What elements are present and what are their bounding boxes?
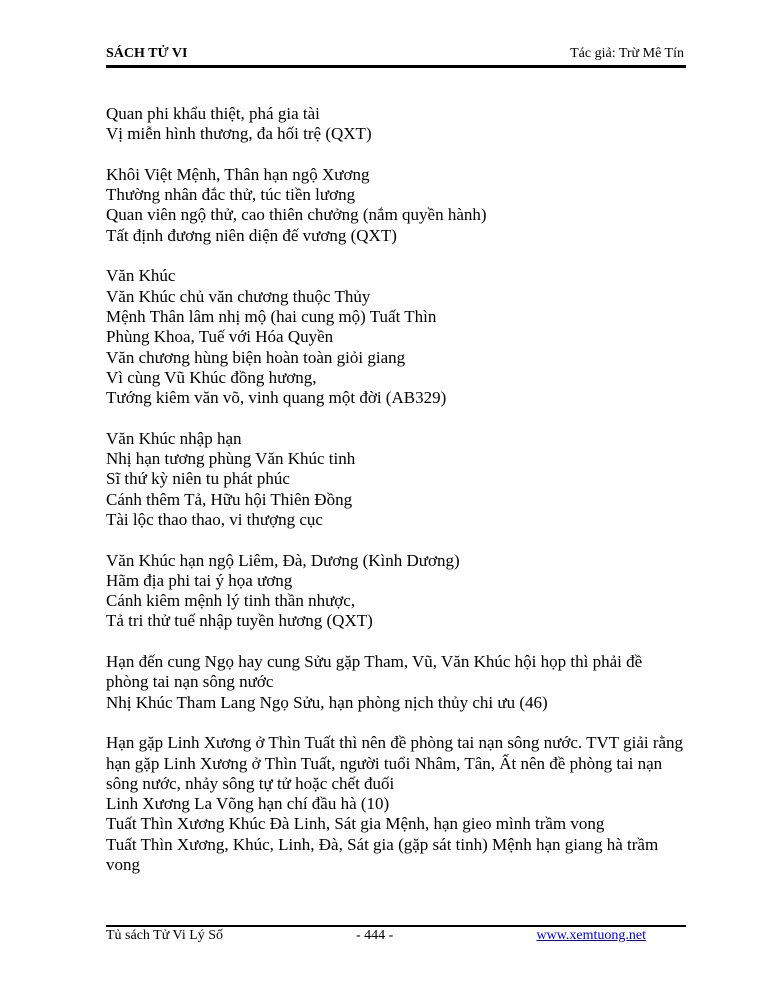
text-line: Nhị Khúc Tham Lang Ngọ Sửu, hạn phòng nịch thủy chi ưu (46) (106, 692, 548, 712)
text-line: Linh Xương La Võng hạn chí đầu hà (10) (106, 794, 390, 814)
text-line: Văn Khúc nhập hạn (106, 428, 242, 448)
series-title: Tủ sách Tử Vi Lý Số (106, 928, 224, 943)
author-credit: Tác giả: Trừ Mê Tín (570, 46, 684, 61)
text-line: Phùng Khoa, Tuế với Hóa Quyền (106, 327, 334, 347)
text-line: Mệnh Thân lâm nhị mộ (hai cung mộ) Tuất Thìn (106, 306, 437, 326)
text-line: Hạn đến cung Ngọ hay cung Sửu gặp Tham, Vũ, Văn Khúc hội họp thì phải đề phòng tai nạn sông nước (106, 652, 643, 692)
text-line: Tất định đương niên diện đế vương (QXT) (106, 225, 397, 245)
page-number: - 444 - (356, 928, 394, 943)
page-header (106, 46, 686, 66)
text-line: Tuất Thìn Xương, Khúc, Linh, Đà, Sát gia (gặp sát tinh) Mệnh hạn giang hà trầm vong (106, 834, 659, 874)
page-footer (106, 928, 686, 948)
text-line: Văn chương hùng biện hoàn toàn giỏi giang (106, 347, 406, 367)
text-line: Tuất Thìn Xương Khúc Đà Linh, Sát gia Mệnh, hạn gieo mình trầm vong (106, 814, 605, 834)
text-line: Khôi Việt Mệnh, Thân hạn ngộ Xương (106, 164, 370, 184)
text-line: Tả tri thử tuế nhập tuyền hương (QXT) (106, 611, 373, 631)
text-block (106, 429, 686, 530)
text-line: Văn Khúc hạn ngộ Liêm, Đà, Dương (Kình Dương) (106, 550, 460, 570)
text-line: Cánh kiêm mệnh lý tinh thần nhược, (106, 591, 356, 611)
text-line: Hạn gặp Linh Xương ở Thìn Tuất thì nên đề phòng tai nạn sông nước. TVT giải rằng hạn gặp Linh Xương ở Thìn Tuất, người tuổi Nhâm, Tân, Ất nên đề phòng tai nạn sông nước, nhảy sông tự tử hoặc chết đuối (106, 733, 684, 793)
text-line: Tướng kiêm văn võ, vinh quang một đời (AB329) (106, 388, 447, 408)
text-block (106, 266, 686, 408)
header-divider (106, 65, 686, 68)
text-line: Hãm địa phi tai ý họa ương (106, 570, 293, 590)
text-line: Văn Khúc (106, 266, 176, 286)
text-line: Văn Khúc chủ văn chương thuộc Thủy (106, 286, 371, 306)
footer-divider (106, 925, 686, 927)
page-body (106, 104, 686, 875)
text-line: Nhị hạn tương phùng Văn Khúc tinh (106, 449, 356, 469)
text-block (106, 165, 686, 246)
website-link[interactable]: www.xemtuong.net (536, 928, 646, 943)
text-line: Sĩ thứ kỳ niên tu phát phúc (106, 469, 290, 489)
book-title: SÁCH TỬ VI (106, 46, 188, 61)
text-block (106, 551, 686, 632)
text-line: Cánh thêm Tả, Hữu hội Thiên Đồng (106, 489, 353, 509)
text-line: Vì cùng Vũ Khúc đồng hương, (106, 367, 317, 387)
text-line: Tài lộc thao thao, vi thượng cục (106, 509, 323, 529)
text-block (106, 652, 686, 713)
text-block (106, 104, 686, 145)
text-line: Thường nhân đắc thử, túc tiền lương (106, 185, 356, 205)
text-line: Vị miễn hình thương, đa hối trệ (QXT) (106, 124, 372, 144)
text-line: Quan viên ngộ thử, cao thiên chưởng (nắm quyền hành) (106, 205, 487, 225)
text-block (106, 733, 686, 875)
text-line: Quan phi khẩu thiệt, phá gia tài (106, 104, 320, 123)
